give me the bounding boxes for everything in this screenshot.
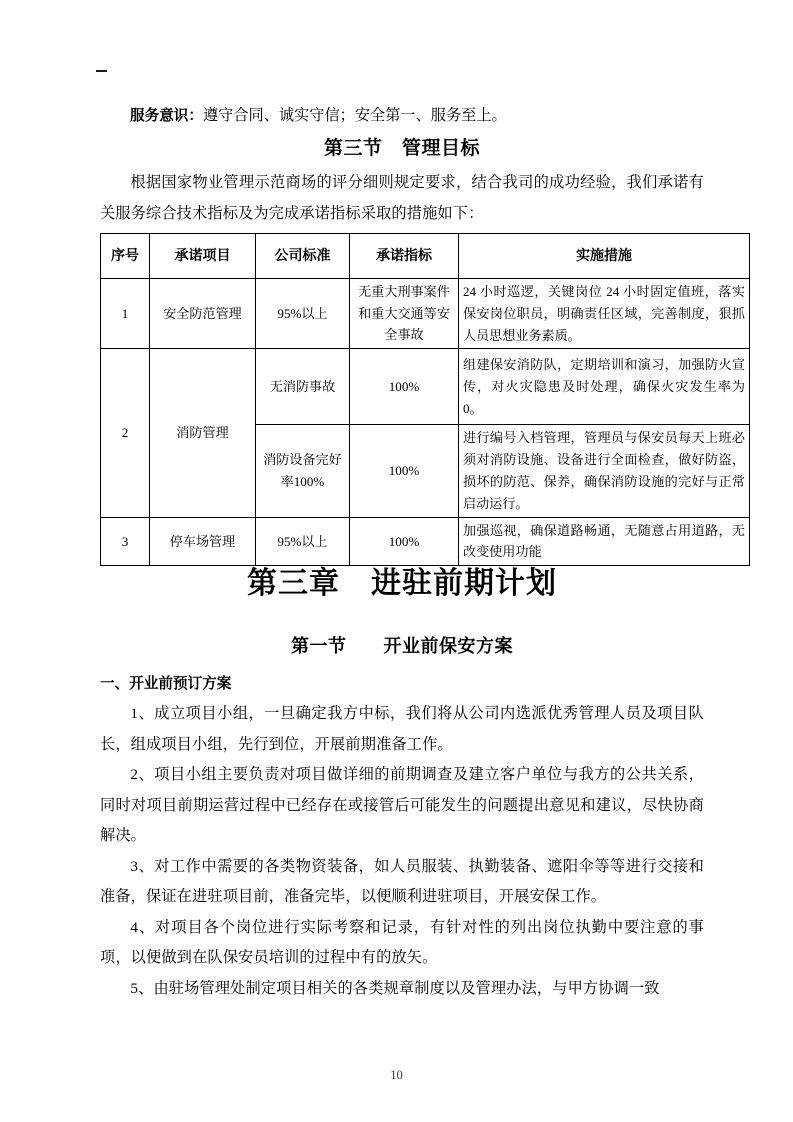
page-number: 10 xyxy=(390,1068,403,1082)
row3-no: 3 xyxy=(101,517,150,566)
body-item-3: 3、对工作中需要的各类物资装备，如人员服装、执勤装备、遮阳伞等等进行交接和准备，保证在进驻项目前，准备完毕，以便顺利进驻项目，开展安保工作。 xyxy=(100,857,704,905)
table-row xyxy=(101,279,750,349)
row1-measure: 24 小时巡逻，关键岗位 24 小时固定值班，落实保安岗位职员，明确责任区域，完善制度，狠抓人员思想业务素质。 xyxy=(459,279,750,349)
chapter-three-heading: 第三章 进驻前期计划 xyxy=(247,566,557,601)
body-item-4: 4、对项目各个岗位进行实际考察和记录，有针对性的列出岗位执勤中要注意的事项，以便做到在队保安员培训的过程中有的放矢。 xyxy=(100,918,704,966)
section-three-heading: 第三节 管理目标 xyxy=(323,137,480,159)
row2-item: 消防管理 xyxy=(150,349,256,517)
row2b-target: 100% xyxy=(350,425,459,517)
commitment-table xyxy=(100,233,750,566)
row2b-measure: 进行编号入档管理，管理员与保安员每天上班必须对消防设施、设备进行全面检查，做好防盗，损坏的防范、保养，确保消防设施的完好与正常启动运行。 xyxy=(459,425,750,517)
header-no: 序号 xyxy=(101,234,150,279)
row3-item: 停车场管理 xyxy=(150,517,256,566)
header-item: 承诺项目 xyxy=(150,234,256,279)
row2a-measure: 组建保安消防队，定期培训和演习，加强防火宣传，对火灾隐患及时处理，确保火灾发生率为 0。 xyxy=(459,349,750,425)
row1-item: 安全防范管理 xyxy=(150,279,256,349)
row2b-standard: 消防设备完好率100% xyxy=(256,425,350,517)
row2a-standard: 无消防事故 xyxy=(256,349,350,425)
row2a-target: 100% xyxy=(350,349,459,425)
section-one-heading: 第一节 开业前保安方案 xyxy=(291,636,513,657)
body-item-2: 2、项目小组主要负责对项目做详细的前期调查及建立客户单位与我方的公共关系，同时对项目前期运营过程中已经存在或接管后可能发生的问题提出意见和建议，尽快协商解决。 xyxy=(100,766,704,844)
row2-no: 2 xyxy=(101,349,150,517)
intro-block xyxy=(100,168,704,229)
subsection-heading: 一、开业前预订方案 xyxy=(100,675,232,692)
body-item-1: 1、成立项目小组，一旦确定我方中标，我们将从公司内选派优秀管理人员及项目队长，组成项目小组，先行到位，开展前期准备工作。 xyxy=(100,705,704,753)
top-left-dash-mark xyxy=(96,70,107,72)
table-header-row xyxy=(101,234,750,279)
service-awareness-label: 服务意识： xyxy=(130,107,203,124)
row3-target: 100% xyxy=(350,517,459,566)
row3-measure: 加强巡视，确保道路畅通，无随意占用道路，无改变使用功能 xyxy=(459,517,750,566)
body-block xyxy=(100,699,704,1004)
intro-paragraph: 根据国家物业管理示范商场的评分细则规定要求，结合我司的成功经验，我们承诺有关服务综合技术指标及为完成承诺指标采取的措施如下： xyxy=(100,174,704,222)
service-awareness-text: 遵守合同、诚实守信；安全第一、服务至上。 xyxy=(202,107,507,124)
header-standard: 公司标准 xyxy=(256,234,350,279)
row1-target: 无重大刑事案件和重大交通等安全事故 xyxy=(350,279,459,349)
service-awareness-line xyxy=(130,103,704,129)
header-measure: 实施措施 xyxy=(459,234,750,279)
row1-no: 1 xyxy=(101,279,150,349)
header-target: 承诺指标 xyxy=(350,234,459,279)
table-row xyxy=(101,349,750,425)
body-item-5: 5、由驻场管理处制定项目相关的各类规章制度以及管理办法，与甲方协调一致 xyxy=(130,979,660,997)
row1-standard: 95%以上 xyxy=(256,279,350,349)
row3-standard: 95%以上 xyxy=(256,517,350,566)
